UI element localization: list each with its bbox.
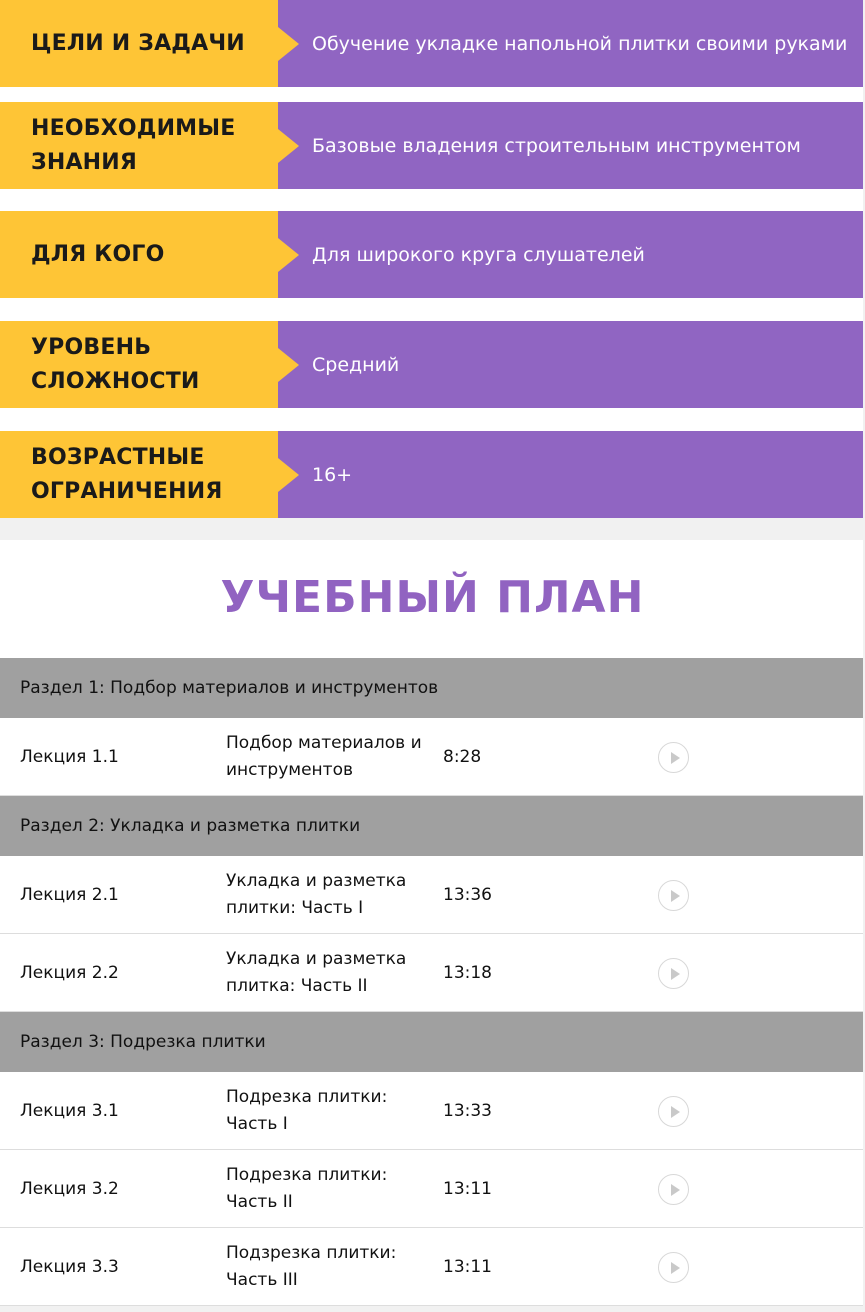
info-label: ЦЕЛИ И ЗАДАЧИ: [0, 0, 278, 87]
info-value: Базовые владения строительным инструментом: [278, 102, 863, 189]
info-value: Средний: [278, 321, 863, 408]
lesson-title: Подрезка плитки: Часть I: [226, 1086, 388, 1134]
section-header: Раздел 1: Подбор материалов и инструментов: [0, 658, 865, 718]
info-value: Обучение укладке напольной плитки своими руками: [278, 0, 863, 87]
info-value: 16+: [278, 431, 863, 518]
lesson-row: [0, 934, 865, 1012]
info-value: Для широкого круга слушателей: [278, 211, 863, 298]
page-title: УЧЕБНЫЙ ПЛАН: [220, 572, 645, 623]
lesson-number: Лекция 1.1: [20, 746, 119, 767]
lesson-row: [0, 1150, 865, 1228]
lesson-duration: 13:11: [443, 1178, 492, 1199]
lesson-duration: 8:28: [443, 746, 482, 767]
lesson-duration: 13:36: [443, 884, 492, 905]
lesson-duration: 13:33: [443, 1100, 492, 1121]
section-header: Раздел 3: Подрезка плитки: [0, 1012, 865, 1072]
info-row-goals: [0, 0, 863, 87]
arrow-icon: [278, 27, 299, 61]
info-row-age: [0, 431, 863, 518]
course-info: [0, 0, 865, 518]
lesson-row: [0, 718, 865, 796]
lesson-number: Лекция 3.3: [20, 1256, 119, 1277]
play-icon[interactable]: [658, 958, 689, 989]
play-icon[interactable]: [658, 742, 689, 773]
lesson-row: [0, 1228, 865, 1306]
play-icon[interactable]: [658, 1252, 689, 1283]
curriculum: [0, 540, 865, 1306]
lesson-number: Лекция 2.2: [20, 962, 119, 983]
divider: [0, 1306, 865, 1312]
info-label: УРОВЕНЬ СЛОЖНОСТИ: [0, 321, 278, 408]
divider: [0, 518, 865, 540]
lesson-number: Лекция 3.2: [20, 1178, 119, 1199]
info-row-knowledge: [0, 102, 863, 189]
lesson-title: Подрезка плитки: Часть II: [226, 1164, 388, 1212]
lesson-row: [0, 1072, 865, 1150]
lesson-number: Лекция 3.1: [20, 1100, 119, 1121]
lesson-title: Подзрезка плитки: Часть III: [226, 1242, 397, 1290]
info-label: ВОЗРАСТНЫЕ ОГРАНИЧЕНИЯ: [0, 431, 278, 518]
play-icon[interactable]: [658, 1096, 689, 1127]
lesson-duration: 13:11: [443, 1256, 492, 1277]
lesson-title: Подбор материалов и инструментов: [226, 732, 422, 780]
arrow-icon: [278, 129, 299, 163]
lesson-title: Укладка и разметка плитки: Часть I: [226, 870, 407, 918]
lesson-row: [0, 856, 865, 934]
info-label: НЕОБХОДИМЫЕ ЗНАНИЯ: [0, 102, 278, 189]
section-header: Раздел 2: Укладка и разметка плитки: [0, 796, 865, 856]
lesson-number: Лекция 2.1: [20, 884, 119, 905]
info-row-level: [0, 321, 863, 408]
play-icon[interactable]: [658, 880, 689, 911]
lesson-duration: 13:18: [443, 962, 492, 983]
arrow-icon: [278, 348, 299, 382]
arrow-icon: [278, 238, 299, 272]
info-row-audience: [0, 211, 863, 298]
lesson-title: Укладка и разметка плитка: Часть II: [226, 948, 407, 996]
arrow-icon: [278, 458, 299, 492]
play-icon[interactable]: [658, 1174, 689, 1205]
info-label: ДЛЯ КОГО: [0, 211, 278, 298]
